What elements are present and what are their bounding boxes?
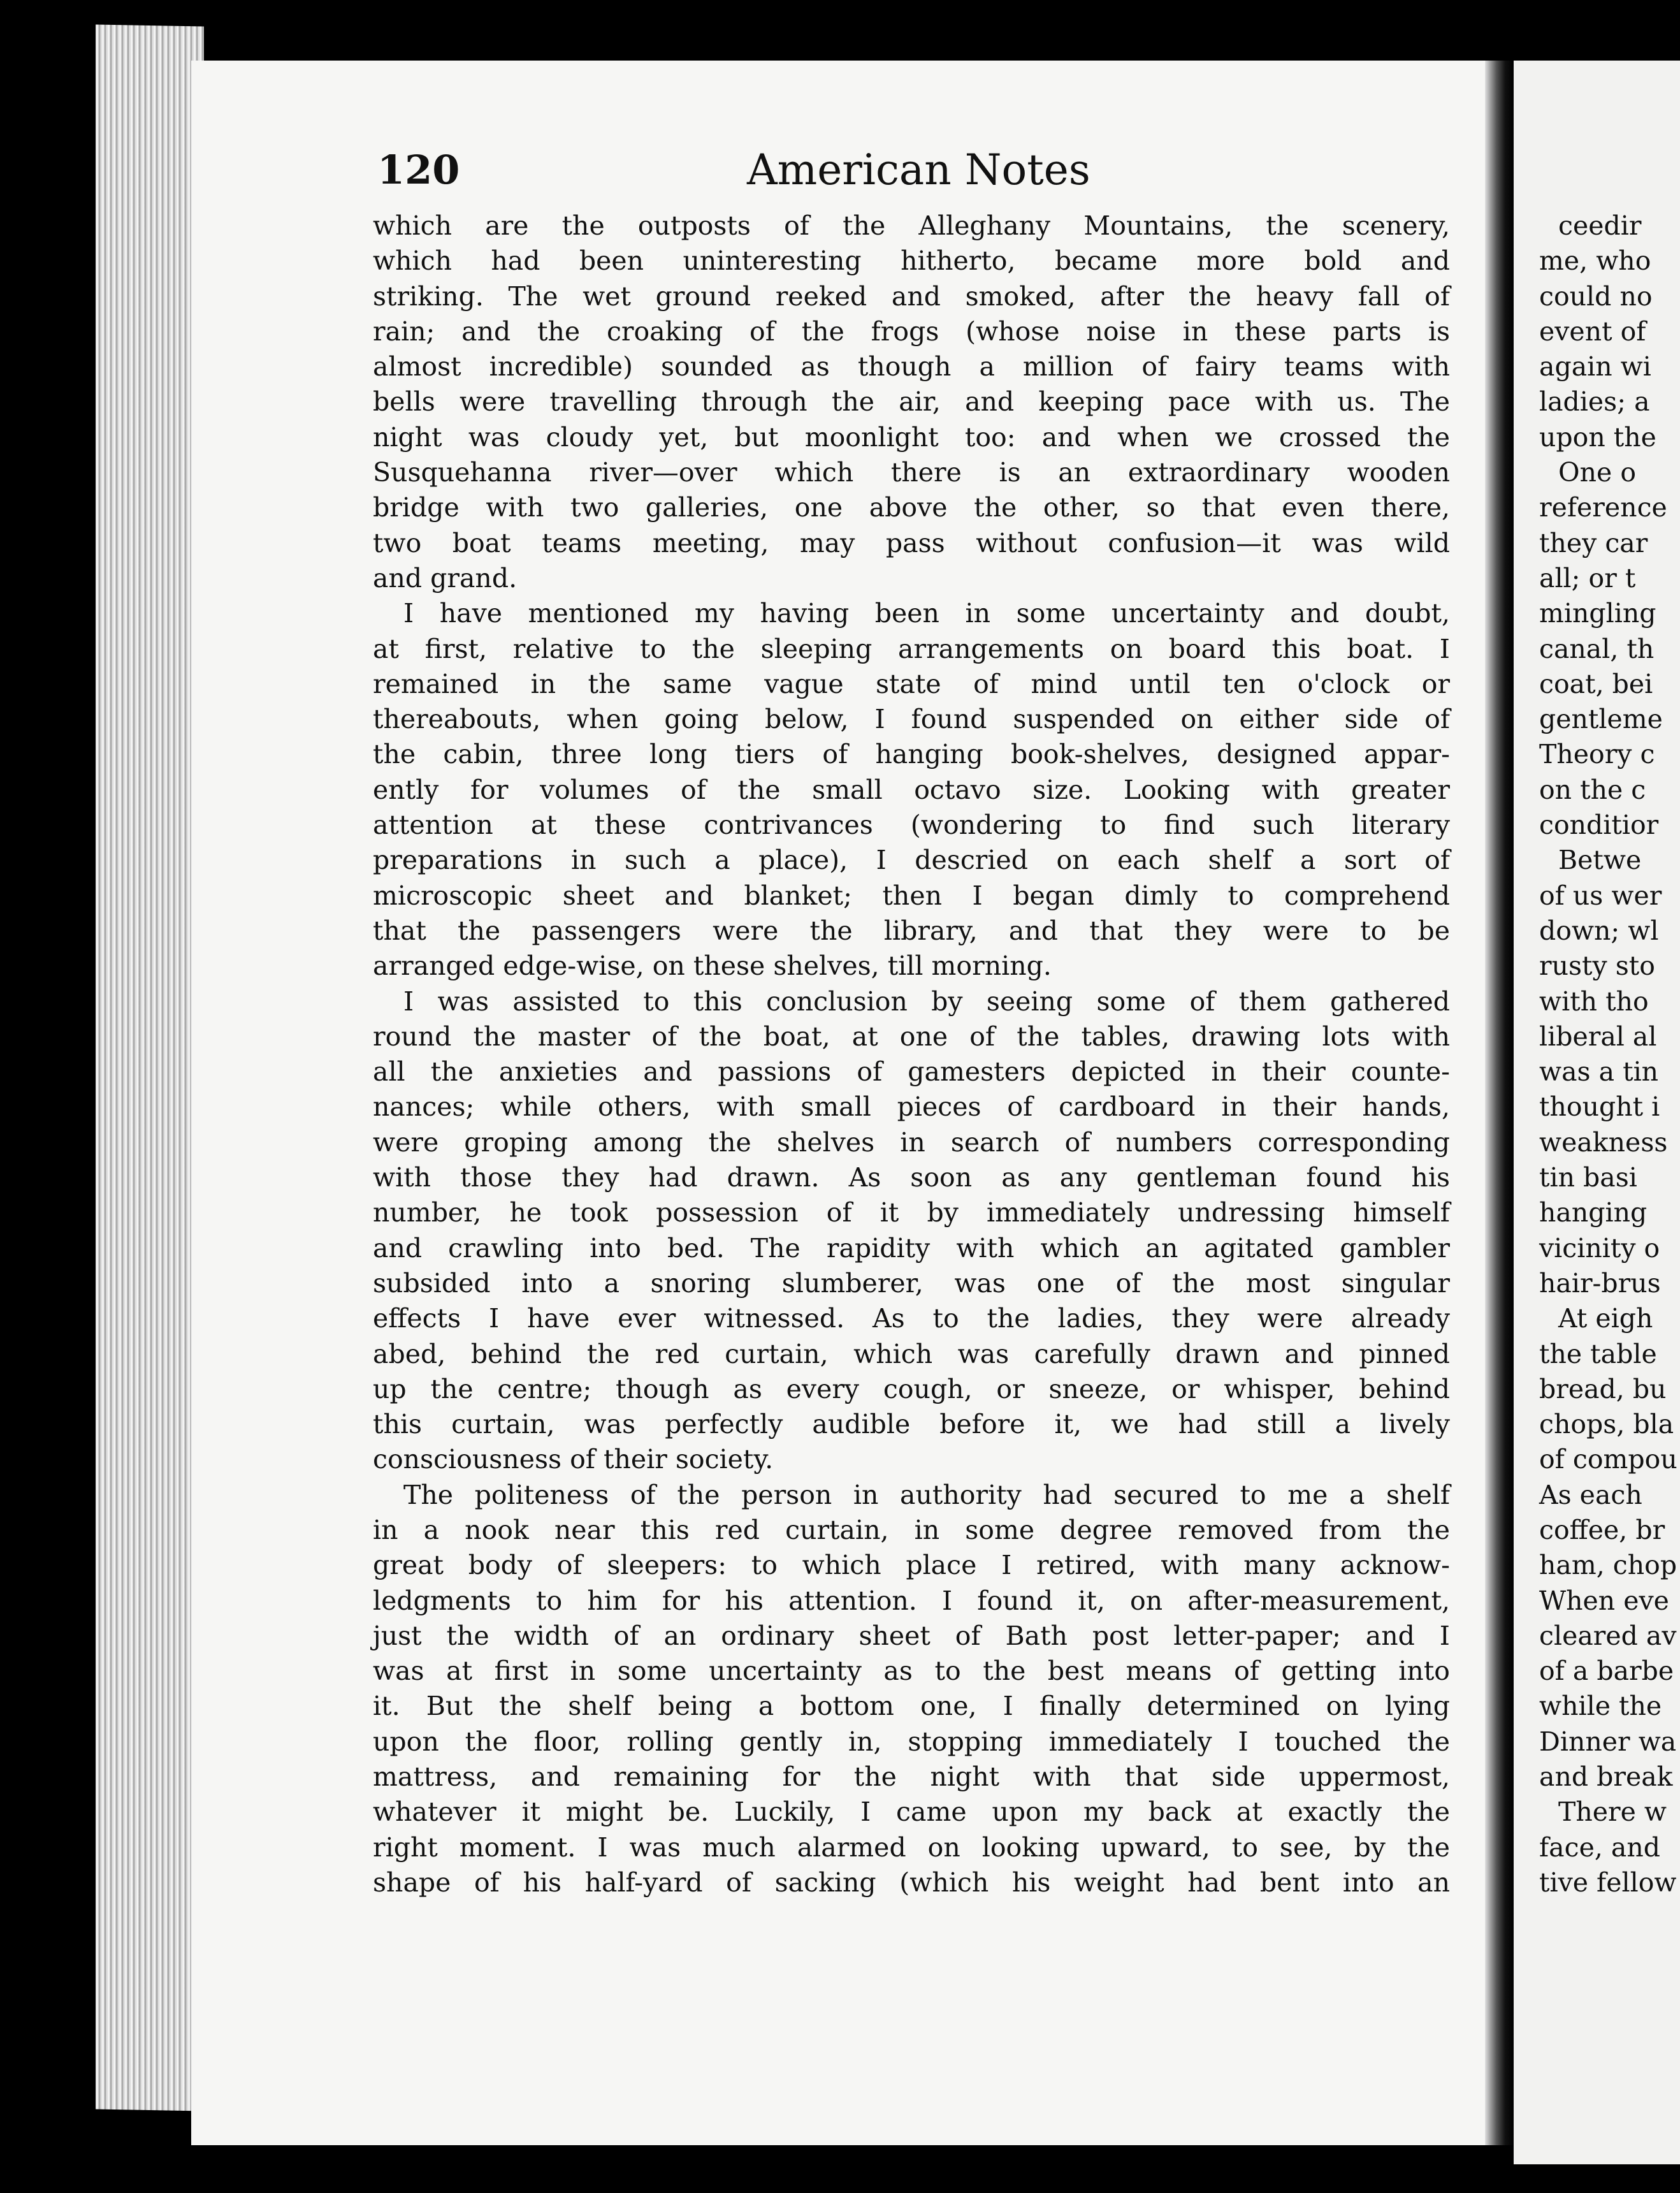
text-line: striking. The wet ground reeked and smoked, after the heavy fall of xyxy=(373,280,1450,312)
facing-line-fragment: Betwe xyxy=(1558,845,1642,876)
text-line: arranged edge-wise, on these shelves, till morning. xyxy=(373,951,1052,982)
facing-line-fragment: upon the xyxy=(1539,421,1656,453)
text-line: attention at these contrivances (wondering to find such literary xyxy=(373,810,1450,841)
facing-line-fragment: the table xyxy=(1539,1338,1657,1369)
facing-line-fragment: while the xyxy=(1539,1691,1662,1722)
facing-line-fragment: they car xyxy=(1539,527,1648,558)
facing-line-fragment: ceedir xyxy=(1558,210,1642,241)
facing-line-fragment: of us wer xyxy=(1539,880,1662,911)
facing-line-fragment: When eve xyxy=(1539,1585,1669,1616)
facing-line-fragment: rusty sto xyxy=(1539,951,1655,982)
text-line: right moment. I was much alarmed on looking upward, to see, by the xyxy=(373,1832,1450,1863)
text-line: upon the floor, rolling gently in, stopping immediately I touched the xyxy=(373,1726,1450,1757)
text-line: just the width of an ordinary sheet of Bath post letter-paper; and I xyxy=(373,1620,1450,1651)
facing-line-fragment: liberal al xyxy=(1539,1021,1657,1052)
running-title: American Notes xyxy=(747,145,1090,194)
facing-line-fragment: down; wl xyxy=(1539,915,1659,946)
text-line: bridge with two galleries, one above the other, so that even there, xyxy=(373,492,1450,523)
text-line: that the passengers were the library, and that they were to be xyxy=(373,915,1450,946)
text-line: with those they had drawn. As soon as any gentleman found his xyxy=(373,1162,1450,1193)
text-line: number, he took possession of it by immediately undressing himself xyxy=(373,1197,1450,1228)
text-line: and grand. xyxy=(373,562,518,594)
text-line: night was cloudy yet, but moonlight too: and when we crossed the xyxy=(373,421,1450,453)
facing-line-fragment: gentleme xyxy=(1539,704,1663,735)
paragraph xyxy=(373,208,1450,596)
text-line: all the anxieties and passions of gamesters depicted in their counte- xyxy=(373,1056,1450,1088)
facing-line-fragment: and break xyxy=(1539,1761,1673,1793)
text-line: this curtain, was perfectly audible before it, we had still a lively xyxy=(373,1409,1450,1440)
facing-line-fragment: me, who xyxy=(1539,245,1651,277)
facing-line-fragment: coat, bei xyxy=(1539,668,1653,699)
facing-line-fragment: could no xyxy=(1539,280,1653,312)
text-line: at first, relative to the sleeping arrangements on board this boat. I xyxy=(373,633,1450,664)
facing-line-fragment: hanging xyxy=(1539,1197,1647,1228)
facing-page-text xyxy=(1539,208,1677,1900)
book-page-edges xyxy=(96,25,204,2111)
facing-line-fragment: bread, bu xyxy=(1539,1373,1667,1404)
facing-line-fragment: of compou xyxy=(1539,1444,1677,1475)
text-line: which are the outposts of the Alleghany Mountains, the scenery, xyxy=(373,210,1450,241)
facing-line-fragment: all; or t xyxy=(1539,562,1636,594)
facing-line-fragment: weakness xyxy=(1539,1126,1668,1158)
facing-line-fragment: on the c xyxy=(1539,774,1646,805)
facing-line-fragment: hair-brus xyxy=(1539,1267,1661,1299)
text-line: which had been uninteresting hitherto, became more bold and xyxy=(373,245,1450,277)
text-line: were groping among the shelves in search of numbers corresponding xyxy=(373,1126,1450,1158)
text-line: microscopic sheet and blanket; then I began dimly to comprehend xyxy=(373,880,1450,911)
facing-line-fragment: conditior xyxy=(1539,810,1659,841)
facing-line-fragment: vicinity o xyxy=(1539,1232,1660,1264)
text-line: ently for volumes of the small octavo size. Looking with greater xyxy=(373,774,1450,805)
paragraph xyxy=(373,596,1450,984)
facing-line-fragment: thought i xyxy=(1539,1091,1660,1123)
text-line: the cabin, three long tiers of hanging book-shelves, designed appar- xyxy=(373,739,1450,770)
text-line: ledgments to him for his attention. I found it, on after-measurement, xyxy=(373,1585,1450,1616)
facing-line-fragment: Dinner wa xyxy=(1539,1726,1677,1757)
text-line: almost incredible) sounded as though a million of fairy teams with xyxy=(373,351,1450,382)
text-line: effects I have ever witnessed. As to the ladies, they were already xyxy=(373,1303,1450,1334)
text-line: nances; while others, with small pieces of cardboard in their hands, xyxy=(373,1091,1450,1123)
text-line: round the master of the boat, at one of the tables, drawing lots with xyxy=(373,1021,1450,1052)
facing-line-fragment: again wi xyxy=(1539,351,1651,382)
facing-line-fragment: tive fellow xyxy=(1539,1867,1677,1898)
text-line: was at first in some uncertainty as to the best means of getting into xyxy=(373,1656,1450,1687)
text-line: I have mentioned my having been in some uncertainty and doubt, xyxy=(403,598,1450,629)
facing-line-fragment: There w xyxy=(1558,1796,1667,1828)
page-number: 120 xyxy=(377,147,460,193)
facing-page xyxy=(1514,61,1680,2164)
text-line: whatever it might be. Luckily, I came upon my back at exactly the xyxy=(373,1796,1450,1828)
facing-line-fragment: chops, bla xyxy=(1539,1409,1674,1440)
text-line: subsided into a snoring slumberer, was one of the most singular xyxy=(373,1267,1450,1299)
text-line: up the centre; though as every cough, or sneeze, or whisper, behind xyxy=(373,1373,1450,1404)
facing-line-fragment: of a barbe xyxy=(1539,1656,1674,1687)
facing-line-fragment: mingling xyxy=(1539,598,1656,629)
text-line: consciousness of their society. xyxy=(373,1444,774,1475)
facing-line-fragment: At eigh xyxy=(1558,1303,1653,1334)
text-line: rain; and the croaking of the frogs (whose noise in these parts is xyxy=(373,316,1450,347)
paragraph xyxy=(373,984,1450,1478)
text-line: and crawling into bed. The rapidity with which an agitated gambler xyxy=(373,1232,1450,1264)
text-line: abed, behind the red curtain, which was carefully drawn and pinned xyxy=(373,1338,1450,1369)
text-line: remained in the same vague state of mind until ten o'clock or xyxy=(373,668,1450,699)
paragraph xyxy=(373,1478,1450,1901)
page-header xyxy=(377,140,1448,217)
facing-line-fragment: As each xyxy=(1539,1479,1642,1510)
text-line: shape of his half-yard of sacking (which his weight had bent into an xyxy=(373,1867,1450,1898)
body-text xyxy=(373,208,1450,1900)
book-gutter xyxy=(1485,61,1514,2145)
text-line: preparations in such a place), I descried on each shelf a sort of xyxy=(373,845,1450,876)
facing-line-fragment: face, and xyxy=(1539,1832,1661,1863)
facing-line-fragment: tin basi xyxy=(1539,1162,1637,1193)
text-line: two boat teams meeting, may pass without confusion—it was wild xyxy=(373,527,1450,558)
facing-line-fragment: canal, th xyxy=(1539,633,1655,664)
text-line: mattress, and remaining for the night with that side uppermost, xyxy=(373,1761,1450,1793)
facing-line-fragment: coffee, br xyxy=(1539,1514,1665,1545)
text-line: it. But the shelf being a bottom one, I finally determined on lying xyxy=(373,1691,1450,1722)
facing-line-fragment: ladies; a xyxy=(1539,386,1650,418)
text-line: The politeness of the person in authority had secured to me a shelf xyxy=(403,1479,1450,1510)
facing-line-fragment: with tho xyxy=(1539,986,1649,1017)
facing-line-fragment: reference xyxy=(1539,492,1667,523)
facing-line-fragment: One o xyxy=(1558,457,1636,488)
facing-line-fragment: ham, chop xyxy=(1539,1550,1677,1581)
text-line: thereabouts, when going below, I found suspended on either side of xyxy=(373,704,1450,735)
facing-line-fragment: event of xyxy=(1539,316,1646,347)
text-line: great body of sleepers: to which place I retired, with many acknow- xyxy=(373,1550,1450,1581)
text-line: in a nook near this red curtain, in some degree removed from the xyxy=(373,1514,1450,1545)
facing-line-fragment: was a tin xyxy=(1539,1056,1659,1088)
text-line: Susquehanna river—over which there is an extraordinary wooden xyxy=(373,457,1450,488)
facing-line-fragment: Theory c xyxy=(1539,739,1655,770)
text-line: I was assisted to this conclusion by seeing some of them gathered xyxy=(403,986,1450,1017)
facing-line-fragment: cleared av xyxy=(1539,1620,1677,1651)
text-line: bells were travelling through the air, and keeping pace with us. The xyxy=(373,386,1450,418)
